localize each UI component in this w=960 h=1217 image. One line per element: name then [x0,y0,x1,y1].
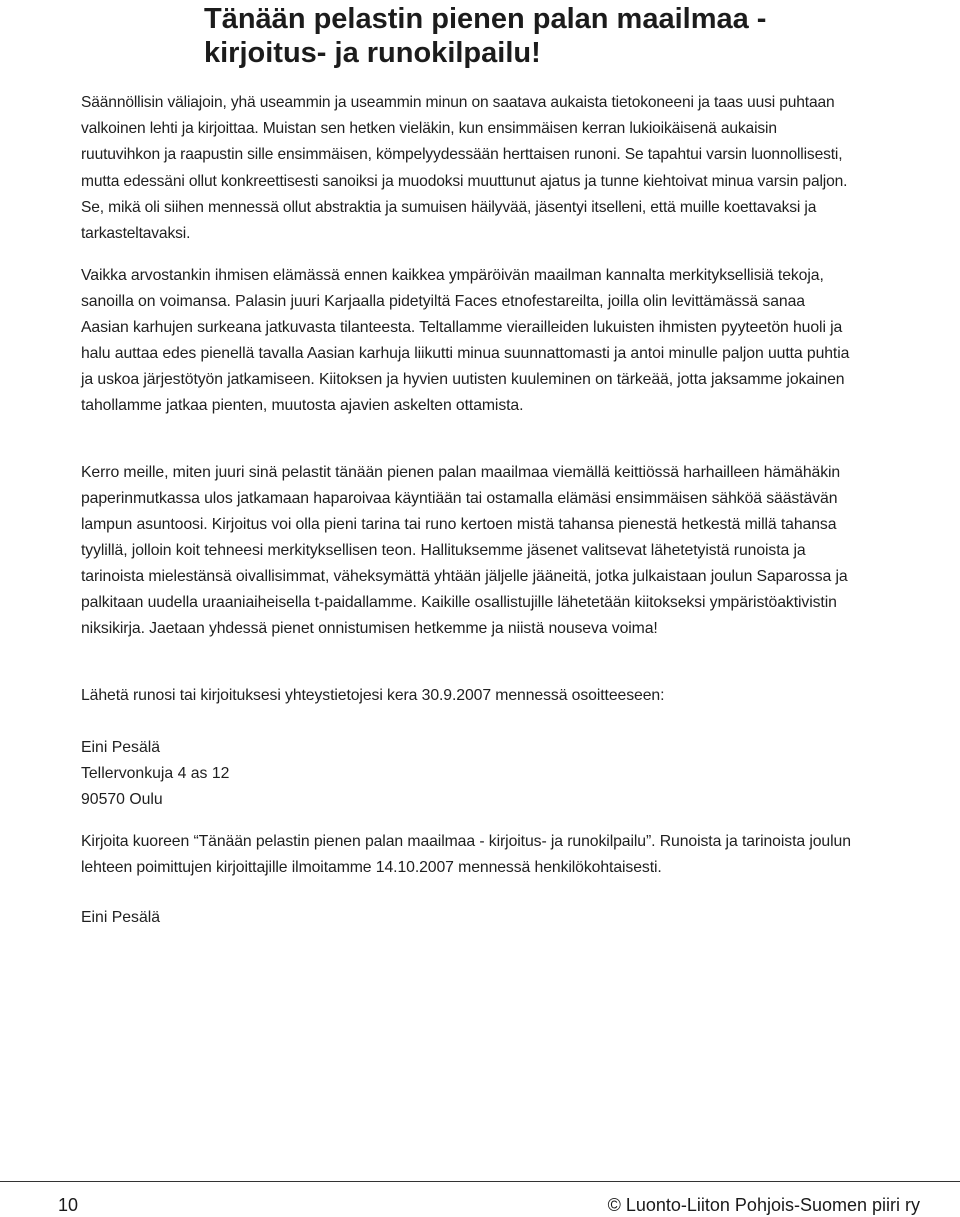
page-title [204,2,904,70]
title-line-1: Tänään pelastin pienen palan maailmaa - [204,3,767,35]
address-name: Eini Pesälä [81,739,161,756]
footer-organization: © Luonto-Liiton Pohjois-Suomen piiri ry [607,1195,920,1215]
footer-divider [0,1181,960,1182]
closing-text: Kirjoita kuoreen “Tänään pelastin pienen palan maailmaa - kirjoitus- ja runokilpailu”. Runoista ja tarinoista joulun lehteen poimittujen kirjoittajille ilmoitamme 14.10.2007 mennessä henkilökohtaisesti. [81,833,851,876]
intro-text: Säännöllisin väliajoin, yhä useammin ja useammin minun on saatava aukaista tietokoneeni ja taas uusi puhtaan valkoinen lehti ja kirjoittaa. Muistan sen hetken vieläkin, kun ensimmäisen kerran lukioikäisenä aukaisin ruutuvihkon ja raapustin sille ensimmäisen, kömpelyydessään herttaisen runoni. Se tapahtui varsin luonnollisesti, mutta edessäni ollut konkreettisesti sanoiksi ja muodoksi muuttunut ajatus ja tunne kiehtoivat minua varsin paljon. Se, mikä oli siihen mennessä ollut abstraktia ja sumuisen häilyvää, jäsentyi itselleni, että muille koettavaksi ja tarkasteltavaksi. [81,94,848,243]
second-text: Vaikka arvostankin ihmisen elämässä ennen kaikkea ympäröivän maailman kannalta merkityksellisiä tekoja, sanoilla on voimansa. Palasin juuri Karjaalla pidetyiltä Faces etnofestareilta, joilla olin levittämässä sanaa Aasian karhujen surkeana jatkuvasta tilanteesta. Teltallamme vierailleiden lukuisten ihmisten pyyteetön huoli ja halu auttaa edes pienellä tavalla Aasian karhuja liikutti minua suunnattomasti ja antoi minulle paljon uutta puhtia ja uskoa järjestötyön jatkamiseen. Kiitoksen ja hyvien uutisten kuuleminen on tärkeää, jotta jaksamme jokainen tahollamme jatkaa pienten, muutosta ajavien askelten ottamista. [81,267,850,414]
postal-address [81,735,856,813]
submit-instructions [81,683,856,709]
title-line-2: kirjoitus- ja runokilpailu! [204,37,541,69]
third-text: Kerro meille, miten juuri sinä pelastit tänään pienen palan maailmaa viemällä keittiössä harhailleen hämähäkin paperinmutkassa ulos jatkamaan haparoivaa käyntiään tai ostamalla elämäsi ensimmäisen sähköä säästävän lampun asuntoosi. Kirjoitus voi olla pieni tarina tai runo kertoen mistä tahansa pienestä hetkestä millä tahansa tyylillä, jolloin koit tehneesi merkityksellisen teon. Hallituksemme jäsenet valitsevat lähetetyistä runoista ja tarinoista mielestänsä oivallisimmat, väheksymättä yhtään jäljelle jääneitä, jotka julkaistaan joulun Saparossa ja palkitaan uudella uraaniaiheisella t-paidallamme. Kaikille osallistujille lähetetään kiitokseksi ympäristöaktivistin niksikirja. Jaetaan yhdessä pienet onnistumisen hetkemme ja niistä nouseva voima! [81,464,848,637]
signature: Eini Pesälä [81,909,161,926]
address-street: Tellervonkuja 4 as 12 [81,765,230,782]
submit-text: Lähetä runosi tai kirjoituksesi yhteystietojesi kera 30.9.2007 mennessä osoitteeseen: [81,687,665,704]
second-paragraph [81,263,856,419]
closing-paragraph [81,829,856,881]
intro-paragraph [81,90,856,247]
third-paragraph [81,460,856,642]
page-number: 10 [58,1195,79,1215]
address-postal: 90570 Oulu [81,791,163,808]
